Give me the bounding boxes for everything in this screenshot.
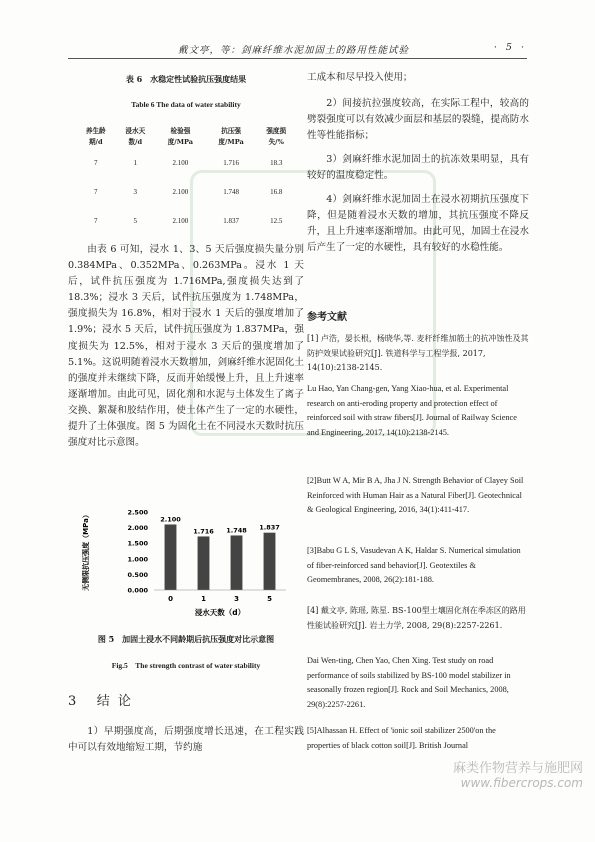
conclusion-paragraph: 1）早期强度高，后期强度增长迅速，在工程实践中可以有效地缩短工期，节约施 — [68, 726, 304, 754]
data-label: 1.716 — [193, 527, 214, 536]
header-title: 戴文亭，等：剑麻纤维水泥加固土的路用性能试验 — [178, 45, 410, 56]
reference-item: Dai Wen-ting, Chen Yao, Chen Xing. Test study on road performance of soils stabilized by BS-100 model stabilizer in seasonally frozen region[J]. Rock and Soil Mechanics, 2008, 29(8):2257-2261. — [307, 656, 511, 709]
reference-item: [3]Babu G L S, Vasudevan A K, Haldar S. Numerical simulation of fiber-reinforced sand behavior[J]. Geotextiles & Geomembranes, 2008, 26(2):181-188. — [307, 546, 521, 585]
bar — [231, 535, 243, 590]
running-header — [68, 42, 527, 59]
y-tick-label: 0.500 — [127, 570, 148, 579]
conclusion-continued: 工成本和尽早投入使用； — [307, 72, 413, 83]
x-tick-label: 3 — [234, 595, 239, 603]
reference-item: [5]Alhassan H. Effect of 'ionic soil stabilizer 2500'on the properties of black cotton soil[J]. British Journal — [307, 726, 496, 750]
data-label: 1.748 — [226, 526, 247, 535]
reference-item: [2]Butt W A, Mir B A, Jha J N. Strength Behavior of Clayey Soil Reinforced with Human Hair as a Natural Fiber[J]. Geotechnical & Geological Engineering, 2016, 34(1):411-417. — [307, 476, 524, 515]
figure-caption-cn: 图 5 加固土浸水不同龄期后抗压强度对比示意图 — [97, 634, 275, 644]
bar — [264, 533, 276, 590]
conclusion-item-4: 4）剑麻纤维水泥加固土在浸水初期抗压强度下降，但是随着浸水天数的增加，其抗压强度不降反升，且上升速率逐渐增加。由此可见，加固土在浸水后产生了一定的水硬性，具有较好的水稳性能。 — [307, 194, 529, 254]
page-number: · 5 · — [493, 42, 527, 53]
y-axis-label: 无侧限抗压强度（MPa） — [82, 511, 90, 591]
reference-item: [1] 卢浩，晏长根，杨晓华,等. 麦秆纤维加筋土的抗冲蚀性及其防护效果试验研究[J]. 铁道科学与工程学报, 2017, 14(10):2138-2145. — [307, 334, 529, 373]
strength-bar-chart — [76, 502, 296, 622]
x-tick-label: 0 — [168, 595, 173, 603]
references-heading: 参考文献 — [307, 312, 347, 323]
reference-item: [4] 戴文亭, 陈瑶, 陈星. BS-100型土壤固化剂在季冻区的路用性能试验研究[J]. 岩土力学, 2008, 29(8):2257-2261. — [307, 606, 526, 630]
conclusion-item-3: 3）剑麻纤维水泥加固土的抗冻效果明显，具有较好的温度稳定性。 — [307, 154, 529, 182]
table-row: 7 1 2.100 1.716 18.3 — [94, 158, 283, 167]
section-heading: 3 结 论 — [68, 694, 133, 709]
x-tick-label: 1 — [201, 595, 206, 603]
table-caption-cn: 表 6 水稳定性试验抗压强度结果 — [125, 74, 247, 84]
site-watermark: 麻类作物营养与施肥网 www.fibercrops.com — [452, 761, 583, 790]
figure-caption-en: Fig.5 The strength contrast of water stability — [111, 661, 261, 670]
table-row: 7 5 2.100 1.837 12.5 — [94, 216, 283, 225]
y-tick-label: 1.500 — [127, 539, 148, 548]
table-header-cell: 养生龄 期/d — [85, 127, 106, 147]
data-label: 1.837 — [259, 523, 280, 532]
reference-item: Lu Hao, Yan Chang-gen, Yang Xiao-hua, et al. Experimental research on anti-eroding property and protection effect of reinforced soil with straw fibers[J]. Journal of Railway Science and Engineering, 2017, 14(10):2138-2145. — [307, 384, 517, 437]
table-header-cell: 强度损 失/% — [266, 127, 287, 147]
bar — [165, 524, 177, 590]
table-header-cell: 检验强 度/MPa — [167, 127, 194, 147]
y-tick-label: 1.000 — [127, 555, 148, 564]
water-stability-table — [76, 126, 296, 235]
y-tick-label: 2.500 — [127, 508, 148, 517]
y-tick-label: 2.000 — [127, 524, 148, 533]
table-header-row — [76, 126, 296, 148]
data-label: 2.100 — [160, 515, 181, 524]
table-header-cell: 抗压强 度/MPa — [218, 127, 244, 147]
table-header-cell: 浸水天 数/d — [125, 127, 146, 147]
table-caption-en: Table 6 The data of water stability — [131, 100, 241, 109]
x-axis-label: 浸水天数（d） — [194, 608, 246, 617]
y-tick-label: 0.000 — [127, 586, 148, 595]
table-row: 7 3 2.100 1.748 16.8 — [94, 187, 283, 196]
bar — [198, 536, 210, 590]
x-tick-label: 5 — [267, 595, 272, 603]
conclusion-item-2: 2）间接抗拉强度较高，在实际工程中，较高的劈裂强度可以有效减少面层和基层的裂缝，提高防水性等性能指标； — [307, 98, 529, 142]
body-paragraph: 由表 6 可知，浸水 1、3、5 天后强度损失量分别 0.384MPa、0.352MPa、0.263MPa。浸水 1 天后，试件抗压强度为 1.716MPa,强度损失达到了 18.3%；浸水 3 天后，试件抗压强度为 1.748MPa，强度损失为 16.8%，相对于浸水 1 天后的强度增加了 1.9%；浸水 5 天后，试件抗压强度为 1.837MPa，强度损失为 12.5%，相对于浸水 3 天后的强度增加了 5.1%。这说明随着浸水天数增加，剑麻纤维水泥固化土的强度并未继续下降，反而开始缓慢上升，且上升速率逐渐增加。由此可见，固化剂和水泥与土体发生了离子交换、絮凝和胶结作用，使土体产生了一定的水硬性，提升了土体强度。图 5 为固化土在不同浸水天数时抗压强度对比示意图。 — [68, 244, 304, 449]
